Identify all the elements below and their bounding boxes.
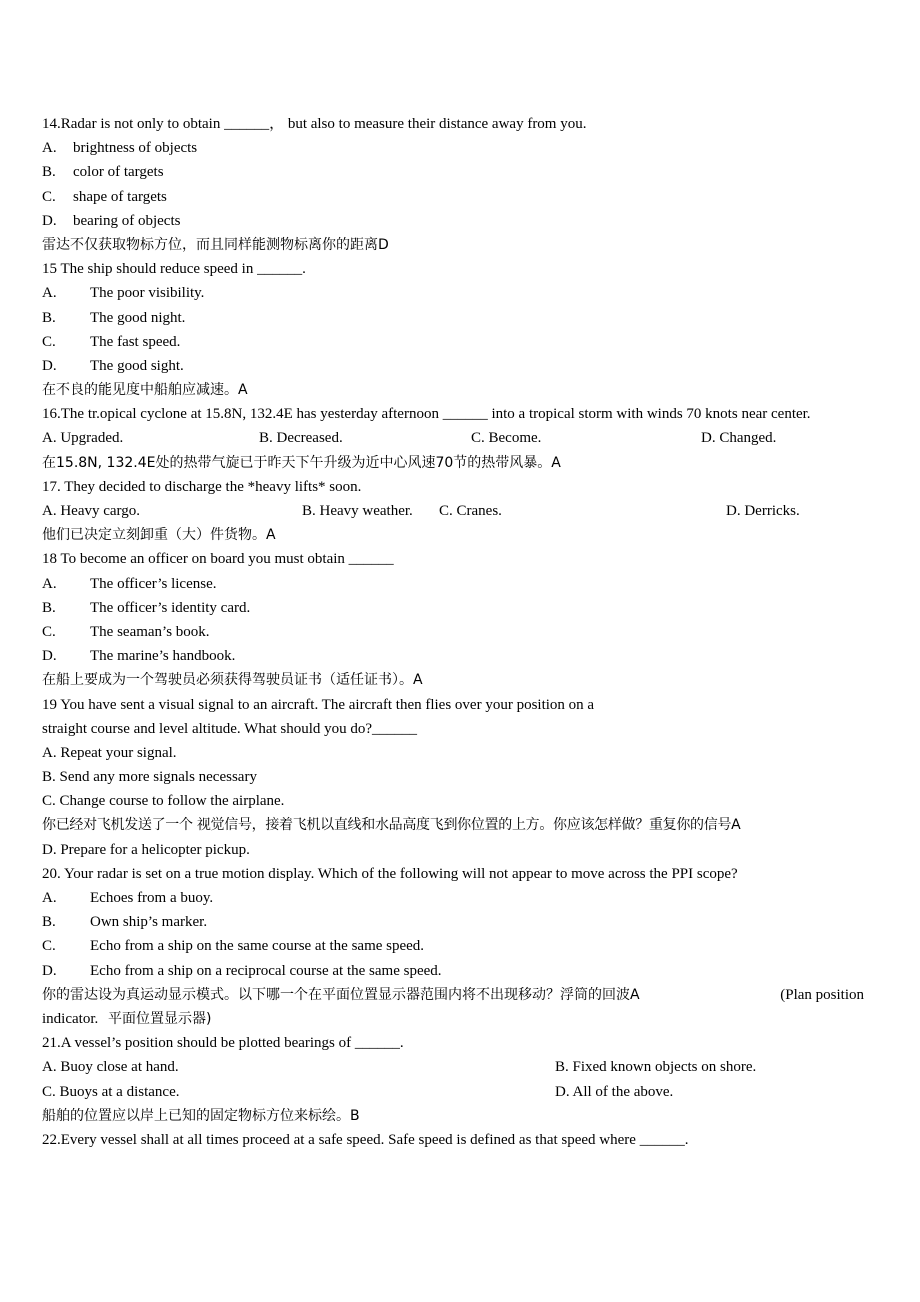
- option-letter: B.: [42, 309, 56, 326]
- option-text: Echoes from a buoy.: [90, 890, 214, 907]
- option-text: The good night.: [90, 309, 186, 326]
- option-text: Own ship’s marker.: [90, 914, 208, 931]
- option-letter: D.: [42, 212, 57, 229]
- question-17-text: 17. They decided to discharge the *heavy lifts* soon.: [42, 478, 362, 495]
- q19-option-c: C. Change course to follow the airplane.: [42, 793, 285, 810]
- q15-option-c: [42, 330, 864, 354]
- q21-option-b: B. Fixed known objects on shore.: [555, 1059, 757, 1076]
- q15-translation: 在不良的能见度中船舶应减速。A: [42, 382, 248, 399]
- q19-option-b: B. Send any more signals necessary: [42, 769, 257, 786]
- q15-option-a: [42, 281, 864, 305]
- option-text: The good sight.: [90, 357, 184, 374]
- question-21-text: 21.A vessel’s position should be plotted bearings of ______.: [42, 1035, 404, 1052]
- q15-option-b: [42, 306, 864, 330]
- option-letter: C.: [42, 623, 56, 640]
- option-letter: C.: [42, 188, 56, 205]
- question-22-text: 22.Every vessel shall at all times proceed at a safe speed. Safe speed is defined as that speed where ______.: [42, 1131, 689, 1148]
- question-15-text: 15 The ship should reduce speed in ______.: [42, 261, 306, 278]
- option-text: bearing of objects: [73, 212, 181, 229]
- q19-option-d: D. Prepare for a helicopter pickup.: [42, 841, 250, 858]
- option-text: The marine’s handbook.: [90, 648, 236, 665]
- q14-option-c: [42, 185, 864, 209]
- q20-translation-line2-cn: 平面位置显示器): [108, 1010, 212, 1027]
- option-letter: A.: [42, 575, 57, 592]
- option-text: Echo from a ship on a reciprocal course at the same speed.: [90, 962, 442, 979]
- option-letter: A.: [42, 285, 57, 302]
- question-16-text: 16.The tr.opical cyclone at 15.8N, 132.4E has yesterday afternoon ______ into a tropical storm with winds 70 knots near center.: [42, 406, 811, 423]
- q20-option-a: [42, 886, 864, 910]
- question-14-text: 14.Radar is not only to obtain ______， but also to measure their distance away from you.: [42, 116, 587, 132]
- q17-options: [42, 499, 864, 523]
- document-page: [42, 112, 864, 1152]
- q17-option-a: A. Heavy cargo.: [42, 503, 141, 520]
- option-text: The officer’s license.: [90, 575, 217, 592]
- q14-option-d: [42, 209, 864, 233]
- q20-translation-line2-en: indicator.: [42, 1010, 99, 1027]
- option-text: shape of targets: [73, 188, 167, 205]
- q17-option-d: D. Derricks.: [726, 503, 800, 520]
- question-18-text: 18 To become an officer on board you must obtain ______: [42, 551, 394, 568]
- q16-translation: 在15.8N, 132.4E处的热带气旋已于昨天下午升级为近中心风速70节的热带风暴。A: [42, 454, 561, 471]
- option-letter: A.: [42, 140, 57, 157]
- q14-translation: 雷达不仅获取物标方位，而且同样能测物标离你的距离D: [42, 236, 389, 253]
- q16-option-b: B. Decreased.: [259, 430, 343, 447]
- option-letter: D.: [42, 357, 57, 374]
- option-letter: C.: [42, 333, 56, 350]
- q21-options-row1: [42, 1055, 864, 1079]
- q19-option-a: A. Repeat your signal.: [42, 744, 177, 761]
- q21-option-c: C. Buoys at a distance.: [42, 1083, 180, 1100]
- q17-option-c: C. Cranes.: [439, 503, 502, 520]
- q16-option-d: D. Changed.: [701, 430, 777, 447]
- option-letter: D.: [42, 648, 57, 665]
- q18-option-b: [42, 596, 864, 620]
- option-text: The officer’s identity card.: [90, 599, 251, 616]
- q14-option-b: [42, 160, 864, 184]
- q21-option-a: A. Buoy close at hand.: [42, 1059, 179, 1076]
- q21-options-row2: [42, 1080, 864, 1104]
- option-text: color of targets: [73, 164, 164, 181]
- q18-option-a: [42, 572, 864, 596]
- q20-translation-line1: [42, 983, 864, 1007]
- q20-option-d: [42, 959, 864, 983]
- q18-option-d: [42, 644, 864, 668]
- q19-translation: 你已经对飞机发送了一个 视觉信号，接着飞机以直线和水品高度飞到你位置的上方。你应该怎样做？重复你的信号A: [42, 817, 741, 834]
- option-letter: A.: [42, 890, 57, 907]
- q16-option-c: C. Become.: [471, 430, 542, 447]
- option-letter: B.: [42, 599, 56, 616]
- q20-translation-en: (Plan position: [780, 986, 864, 1003]
- question-20-text: 20. Your radar is set on a true motion display. Which of the following will not appear to move across the PPI scope?: [42, 865, 738, 882]
- option-text: brightness of objects: [73, 140, 198, 157]
- question-19-text-line2: straight course and level altitude. What should you do?______: [42, 720, 418, 737]
- option-text: The seaman’s book.: [90, 623, 210, 640]
- option-text: The poor visibility.: [90, 285, 205, 302]
- option-text: Echo from a ship on the same course at the same speed.: [90, 938, 425, 955]
- option-letter: B.: [42, 914, 56, 931]
- option-letter: D.: [42, 962, 57, 979]
- q21-option-d: D. All of the above.: [555, 1083, 674, 1100]
- q18-option-c: [42, 620, 864, 644]
- q16-options: [42, 426, 864, 450]
- q17-option-b: B. Heavy weather.: [302, 503, 413, 520]
- q20-option-c: [42, 934, 864, 958]
- q14-option-a: [42, 136, 864, 160]
- option-letter: C.: [42, 938, 56, 955]
- question-19-text-line1: 19 You have sent a visual signal to an aircraft. The aircraft then flies over your position on a: [42, 696, 595, 713]
- q18-translation: 在船上要成为一个驾驶员必须获得驾驶员证书（适任证书）。A: [42, 672, 423, 689]
- q17-translation: 他们已决定立刻卸重（大）件货物。A: [42, 527, 276, 544]
- q21-translation: 船舶的位置应以岸上已知的固定物标方位来标绘。B: [42, 1107, 360, 1124]
- option-letter: B.: [42, 164, 56, 181]
- q20-option-b: [42, 910, 864, 934]
- option-text: The fast speed.: [90, 333, 181, 350]
- q15-option-d: [42, 354, 864, 378]
- q20-translation-line2: [42, 1007, 864, 1031]
- q20-translation-cn: 你的雷达设为真运动显示模式。以下哪一个在平面位置显示器范围内将不出现移动？浮筒的回波A: [42, 986, 640, 1003]
- q16-option-a: A. Upgraded.: [42, 430, 124, 447]
